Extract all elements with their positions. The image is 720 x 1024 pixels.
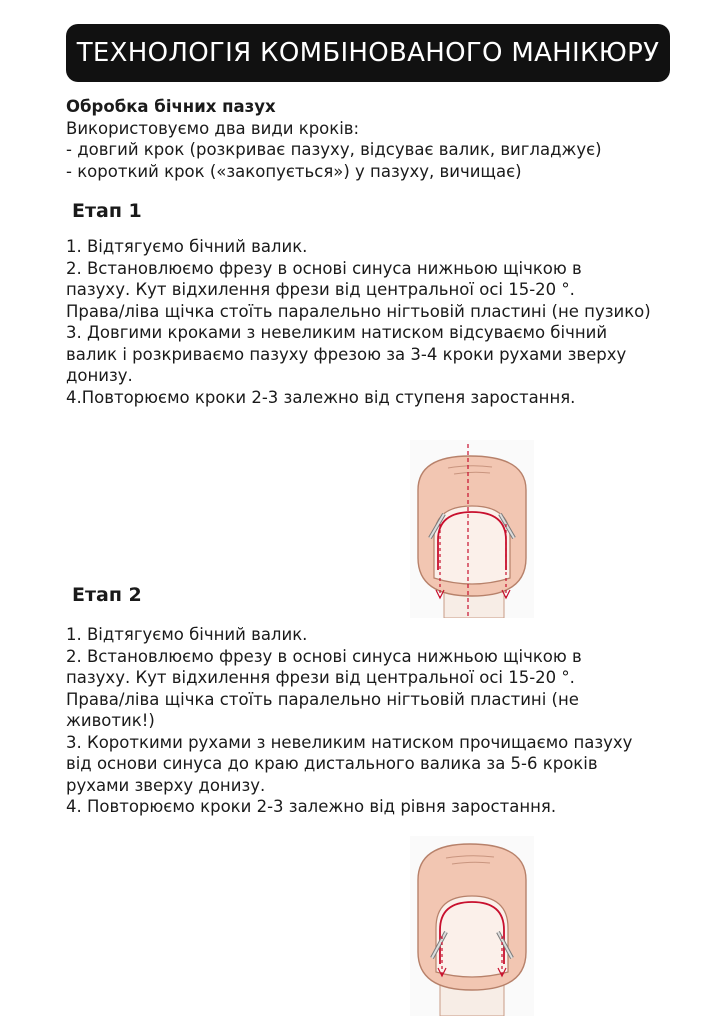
stage1-line: пазуху. Кут відхилення фрези від центральної осі 15-20 °.: [66, 280, 575, 299]
stage2-steps: [66, 624, 676, 818]
stage1-line: донизу.: [66, 366, 133, 385]
intro-line: Використовуємо два види кроків:: [66, 118, 360, 138]
stage1-line: валик і розкриваємо пазуху фрезою за 3-4 кроки рухами зверху: [66, 344, 627, 364]
stage2-line: 1. Відтягуємо бічний валик.: [66, 625, 308, 644]
stage2-line: 2. Встановлюємо фрезу в основі синуса нижньою щічкою в: [66, 646, 582, 666]
stage1-line: 2. Встановлюємо фрезу в основі синуса нижньою щічкою в: [66, 258, 582, 278]
stage2-line: пазуху. Кут відхилення фрези від центральної осі 15-20 °.: [66, 668, 575, 687]
stage1-line: 4.Повторюємо кроки 2-3 залежно від ступеня заростання.: [66, 387, 576, 407]
stage1-heading: Етап 1: [72, 200, 142, 222]
stage2-line: животик!): [66, 711, 155, 730]
title-banner: [66, 24, 670, 82]
intro-subtitle: Обробка бічних пазух: [66, 97, 276, 116]
intro-section: [66, 96, 676, 182]
finger-illustration-stage2: [410, 836, 534, 1016]
stage2-line: 4. Повторюємо кроки 2-3 залежно від рівня заростання.: [66, 797, 557, 816]
stage2-heading: Етап 2: [72, 584, 142, 606]
stage1-line: 1. Відтягуємо бічний валик.: [66, 237, 308, 256]
page-title: ТЕХНОЛОГІЯ КОМБІНОВАНОГО МАНІКЮРУ: [76, 38, 660, 68]
stage2-line: від основи синуса до краю дистального валика за 5-6 кроків: [66, 754, 598, 773]
stage2-line: Права/ліва щічка стоїть паралельно нігтьовій пластині (не: [66, 689, 579, 709]
intro-line: - довгий крок (розкриває пазуху, відсуває валик, вигладжує): [66, 140, 602, 159]
finger-illustration-stage1: [410, 440, 534, 618]
stage1-steps: [66, 236, 676, 408]
stage2-line: рухами зверху донизу.: [66, 775, 266, 795]
stage1-line: Права/ліва щічка стоїть паралельно нігтьовій пластині (не пузико): [66, 301, 651, 321]
intro-line: - короткий крок («закопується») у пазуху, вичищає): [66, 161, 522, 181]
stage2-line: 3. Короткими рухами з невеликим натиском прочищаємо пазуху: [66, 732, 633, 752]
stage1-line: 3. Довгими кроками з невеликим натиском відсуваємо бічний: [66, 323, 608, 342]
